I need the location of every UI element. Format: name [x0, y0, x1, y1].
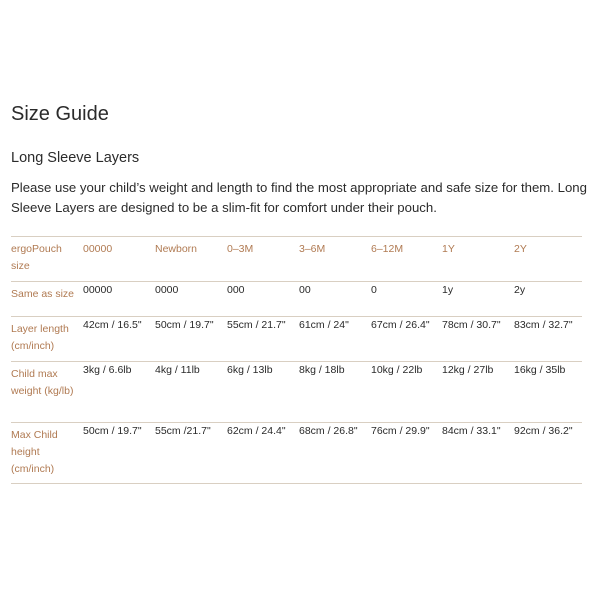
table-cell: 76cm / 29.9"	[371, 423, 442, 484]
column-header: 0–3M	[227, 237, 299, 282]
column-header: 2Y	[514, 237, 582, 282]
column-header: 1Y	[442, 237, 514, 282]
table-cell: 42cm / 16.5"	[83, 317, 155, 362]
table-cell: 2y	[514, 282, 582, 317]
table-cell: 50cm / 19.7"	[83, 423, 155, 484]
table-row	[11, 317, 582, 362]
table-cell: 55cm / 21.7"	[227, 317, 299, 362]
table-cell: 83cm / 32.7"	[514, 317, 582, 362]
column-header: ergoPouch size	[11, 237, 83, 282]
table-cell: 0	[371, 282, 442, 317]
table-cell: 3kg / 6.6lb	[83, 362, 155, 423]
row-header: Max Child height (cm/inch)	[11, 423, 83, 484]
table-cell: 6kg / 13lb	[227, 362, 299, 423]
table-cell: 0000	[155, 282, 227, 317]
table-cell: 4kg / 11lb	[155, 362, 227, 423]
table-cell: 1y	[442, 282, 514, 317]
table-cell: 8kg / 18lb	[299, 362, 371, 423]
table-cell: 000	[227, 282, 299, 317]
table-cell: 00000	[83, 282, 155, 317]
table-cell: 67cm / 26.4"	[371, 317, 442, 362]
table-cell: 78cm / 30.7"	[442, 317, 514, 362]
table-cell: 55cm /21.7"	[155, 423, 227, 484]
table-cell: 16kg / 35lb	[514, 362, 582, 423]
page-title: Size Guide	[11, 103, 109, 125]
table-cell: 68cm / 26.8"	[299, 423, 371, 484]
column-header: Newborn	[155, 237, 227, 282]
table-cell: 00	[299, 282, 371, 317]
size-guide-description: Please use your child’s weight and length to find the most appropriate and safe size for them. Long Sleeve Layers are designed to be a slim-fit for comfort under their pouch.	[11, 180, 587, 215]
column-header: 3–6M	[299, 237, 371, 282]
table-cell: 92cm / 36.2"	[514, 423, 582, 484]
table-row	[11, 362, 582, 423]
size-guide-table	[11, 236, 582, 484]
column-header: 00000	[83, 237, 155, 282]
row-header: Same as size	[11, 282, 83, 317]
section-title: Long Sleeve Layers	[11, 150, 140, 166]
table-cell: 62cm / 24.4"	[227, 423, 299, 484]
table-cell: 12kg / 27lb	[442, 362, 514, 423]
table-cell: 84cm / 33.1"	[442, 423, 514, 484]
table-header-row	[11, 237, 582, 282]
column-header: 6–12M	[371, 237, 442, 282]
table-row	[11, 282, 582, 317]
table-row	[11, 423, 582, 484]
row-header: Child max weight (kg/lb)	[11, 362, 83, 423]
table-cell: 10kg / 22lb	[371, 362, 442, 423]
table-cell: 50cm / 19.7"	[155, 317, 227, 362]
table-cell: 61cm / 24"	[299, 317, 371, 362]
row-header: Layer length (cm/inch)	[11, 317, 83, 362]
